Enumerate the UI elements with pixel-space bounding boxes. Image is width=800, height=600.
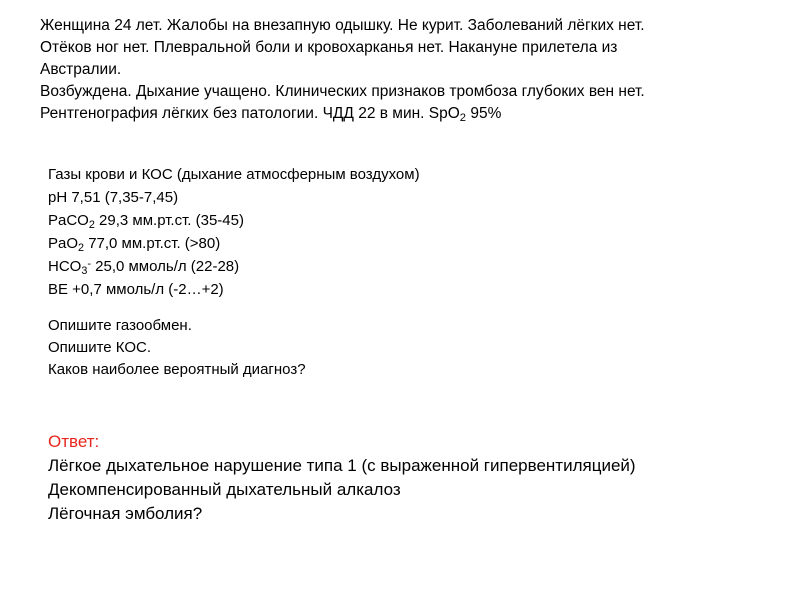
case-line-3: Австралии. [40,61,122,78]
labs-title: Газы крови и КОС (дыхание атмосферным воздухом) [48,166,420,183]
case-line-4: Возбуждена. Дыхание учащено. Клинических признаков тромбоза глубоких вен нет. [40,83,645,100]
spo2-subscript: 2 [459,112,467,125]
pao2-value: 77,0 мм.рт.ст. (>80) [84,235,221,252]
blood-gas-results [48,163,748,301]
case-description [40,15,780,125]
case-line-5 [40,103,780,125]
labs-ph: pH 7,51 (7,35-7,45) [48,189,179,206]
questions [48,315,748,381]
paco2-subscript: 2 [88,219,95,232]
pao2-subscript: 2 [78,242,85,255]
hco3-value: 25,0 ммоль/л (22-28) [90,258,240,275]
question-1: Опишите газообмен. [48,317,192,334]
labs-pao2 [48,232,748,255]
answer-line-2: Декомпенсированный дыхательный алкалоз [48,480,401,499]
answer-title: Ответ: [48,432,100,451]
answer-block [48,430,788,526]
hco3-label: HCO [48,258,82,275]
labs-be: BE +0,7 ммоль/л (-2…+2) [48,281,224,298]
pao2-label: PaO [48,235,79,252]
case-line-2: Отёков ног нет. Плевральной боли и кровохарканья нет. Накануне прилетела из [40,39,618,56]
case-line-5-text: Рентгенография лёгких без патологии. ЧДД 22 в мин. SpO [40,105,460,122]
case-line-1: Женщина 24 лет. Жалобы на внезапную одышку. Не курит. Заболеваний лёгких нет. [40,17,645,34]
paco2-value: 29,3 мм.рт.ст. (35-45) [94,212,244,229]
spo2-value: 95% [466,105,502,122]
answer-line-3: Лёгочная эмболия? [48,504,203,523]
answer-line-1: Лёгкое дыхательное нарушение типа 1 (с выраженной гипервентиляцией) [48,456,636,475]
hco3-subscript: 3 [81,265,88,278]
paco2-label: PaCO [48,212,89,229]
labs-paco2 [48,209,748,232]
hco3-superscript: - [87,258,91,271]
question-3: Каков наиболее вероятный диагноз? [48,361,306,378]
question-2: Опишите КОС. [48,339,152,356]
labs-hco3 [48,255,748,278]
